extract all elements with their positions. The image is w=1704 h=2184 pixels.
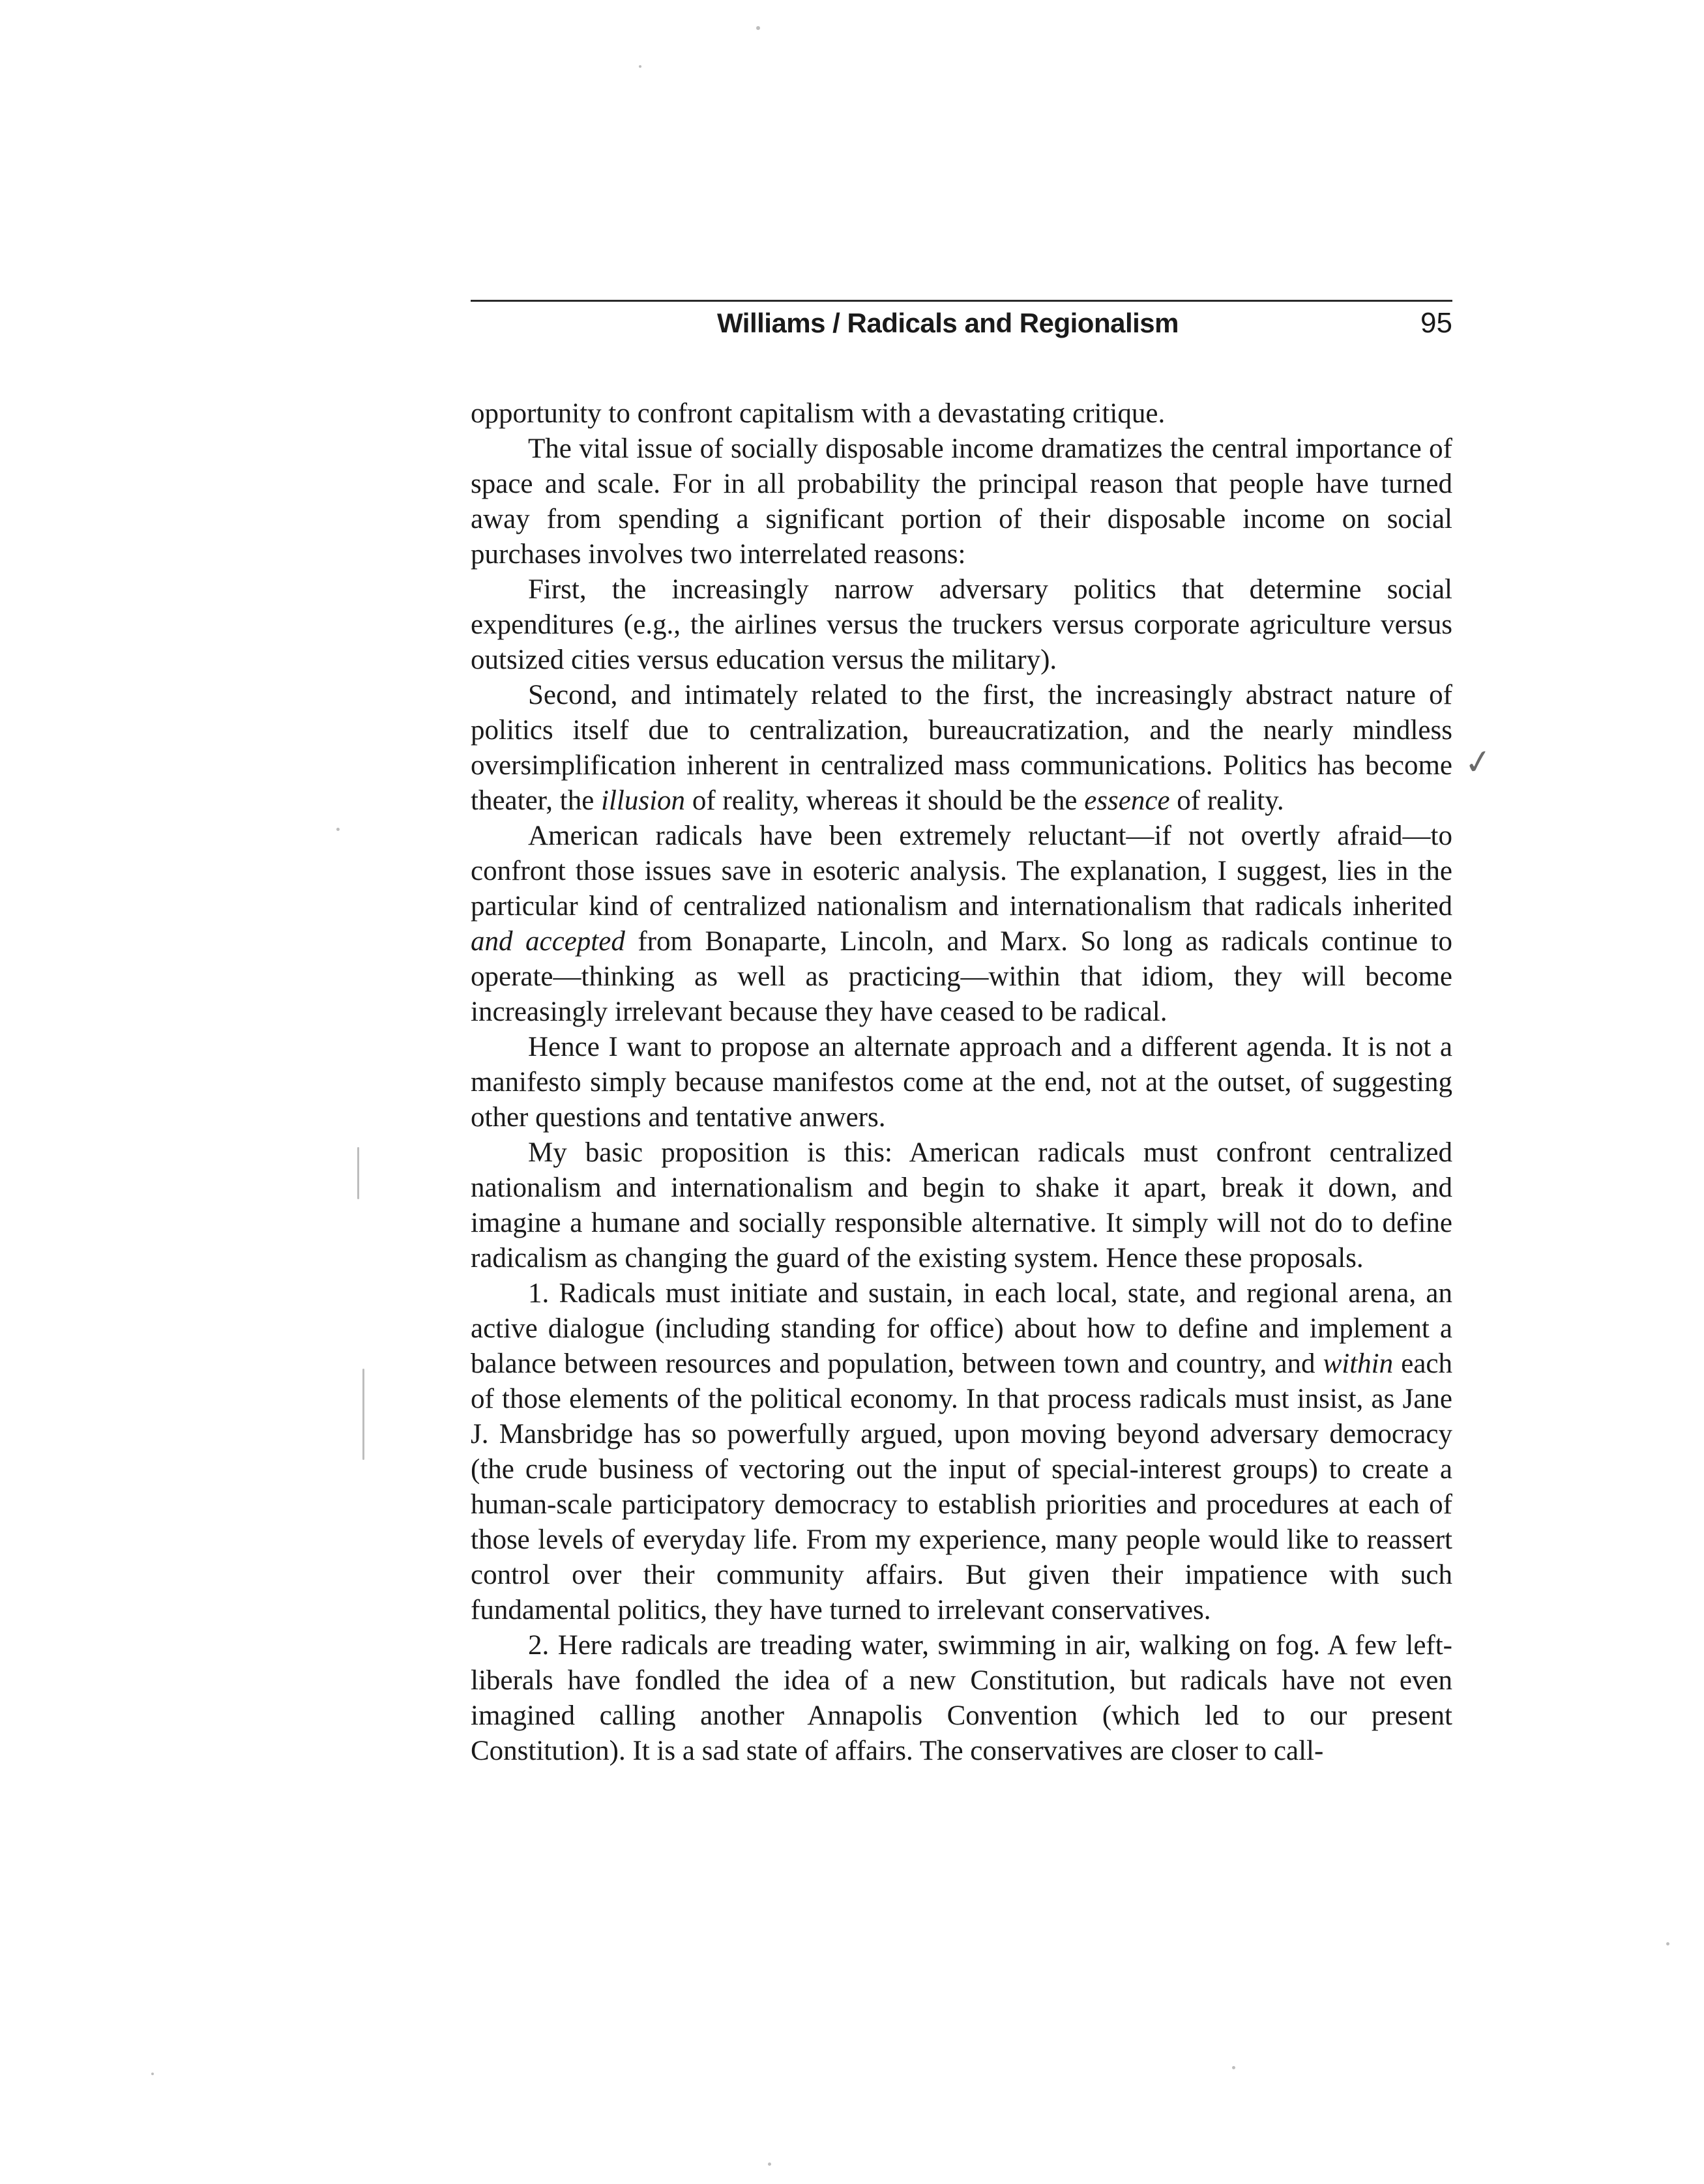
scan-speck — [357, 1147, 359, 1199]
paragraph: My basic proposition is this: American radicals must confront centralized nationalism and internationalism and begin to shake it apart, break it down, and imagine a humane and socially responsible alternative. It simply will not do to define radicalism as changing the guard of the existing system. Hence these proposals. — [471, 1137, 1452, 1274]
paragraph: opportunity to confront capitalism with a devastating critique. — [471, 398, 1166, 429]
paragraph: Hence I want to propose an alternate approach and a different agenda. It is not a manifesto simply because manifestos come at the end, not at the outset, of suggesting other questions and tentative anwers. — [471, 1032, 1452, 1133]
scan-speck — [756, 26, 760, 30]
scan-speck — [768, 2162, 771, 2166]
running-head — [471, 306, 1452, 345]
scan-speck — [151, 2073, 154, 2075]
text-run: American radicals have been extremely reluctant—if not overtly afraid—to confront those issues save in esoteric analysis. The explanation, I suggest, lies in the particular kind of centralized nationalism and internationalism that radicals inherited — [471, 821, 1452, 922]
scan-speck — [336, 828, 340, 831]
text-run: of reality, whereas it should be the — [685, 785, 1085, 816]
body-text — [471, 396, 1452, 1769]
numbered-paragraph — [471, 1276, 1452, 1628]
text-run: from Bonaparte, Lincoln, and Marx. So long as radicals continue to operate—thinking as well as practicing—within that idiom, they will become increasingly irrelevant because they have ceased to be radical. — [471, 926, 1453, 1027]
scan-speck — [639, 65, 641, 68]
checkmark-icon: ✓ — [1462, 741, 1495, 784]
paragraph: First, the increasingly narrow adversary politics that determine social expenditures (e.g., the airlines versus the truckers versus corporate agriculture versus outsized cities versus education versus the military). — [471, 574, 1452, 675]
italic-run: and accepted — [471, 926, 625, 957]
italic-run: within — [1323, 1348, 1394, 1379]
text-run: each of those elements of the political economy. In that process radicals must insist, as Jane J. Mansbridge has so powerfully argued, upon moving beyond adversary democracy (the crude business of vectoring out the input of special-interest groups) to create a human-scale participatory democracy to establish priorities and procedures at each of those levels of everyday life. From my experience, many people would like to reassert control over their community affairs. But given their impatience with such fundamental politics, they have turned to irrelevant conservatives. — [471, 1348, 1452, 1625]
text-run: 1. Radicals must initiate and sustain, in each local, state, and regional arena, an active dialogue (including standing for office) about how to define and implement a balance between resources and population, between town and country, and — [471, 1278, 1452, 1379]
text-run: of reality. — [1169, 785, 1284, 816]
paragraph: The vital issue of socially disposable income dramatizes the central importance of space and scale. For in all probability the principal reason that people have turned away from spending a significant portion of their disposable income on social purchases involves two interrelated reasons: — [471, 433, 1452, 570]
text-run: Second, and intimately related to the first, the increasingly abstract nature of politics itself due to centralization, bureaucratization, and the nearly mindless oversimplification inherent in centralized mass communications. Politics has become theater, the — [471, 680, 1452, 816]
italic-run: essence — [1084, 785, 1170, 816]
scan-speck — [1232, 2066, 1235, 2069]
scan-speck — [1666, 1942, 1669, 1945]
scan-speck — [362, 1369, 364, 1460]
page-number: 95 — [1420, 307, 1452, 339]
paragraph — [471, 819, 1452, 1030]
paragraph — [471, 678, 1452, 819]
running-title: Williams / Radicals and Regionalism — [717, 308, 1179, 338]
header-rule — [471, 300, 1452, 302]
numbered-paragraph: 2. Here radicals are treading water, swimming in air, walking on fog. A few left-liberals have fondled the idea of a new Constitution, but radicals have not even imagined calling another Annapolis Convention (which led to our present Constitution). It is a sad state of affairs. The conservatives are closer to call- — [471, 1630, 1452, 1766]
italic-run: illusion — [601, 785, 686, 816]
